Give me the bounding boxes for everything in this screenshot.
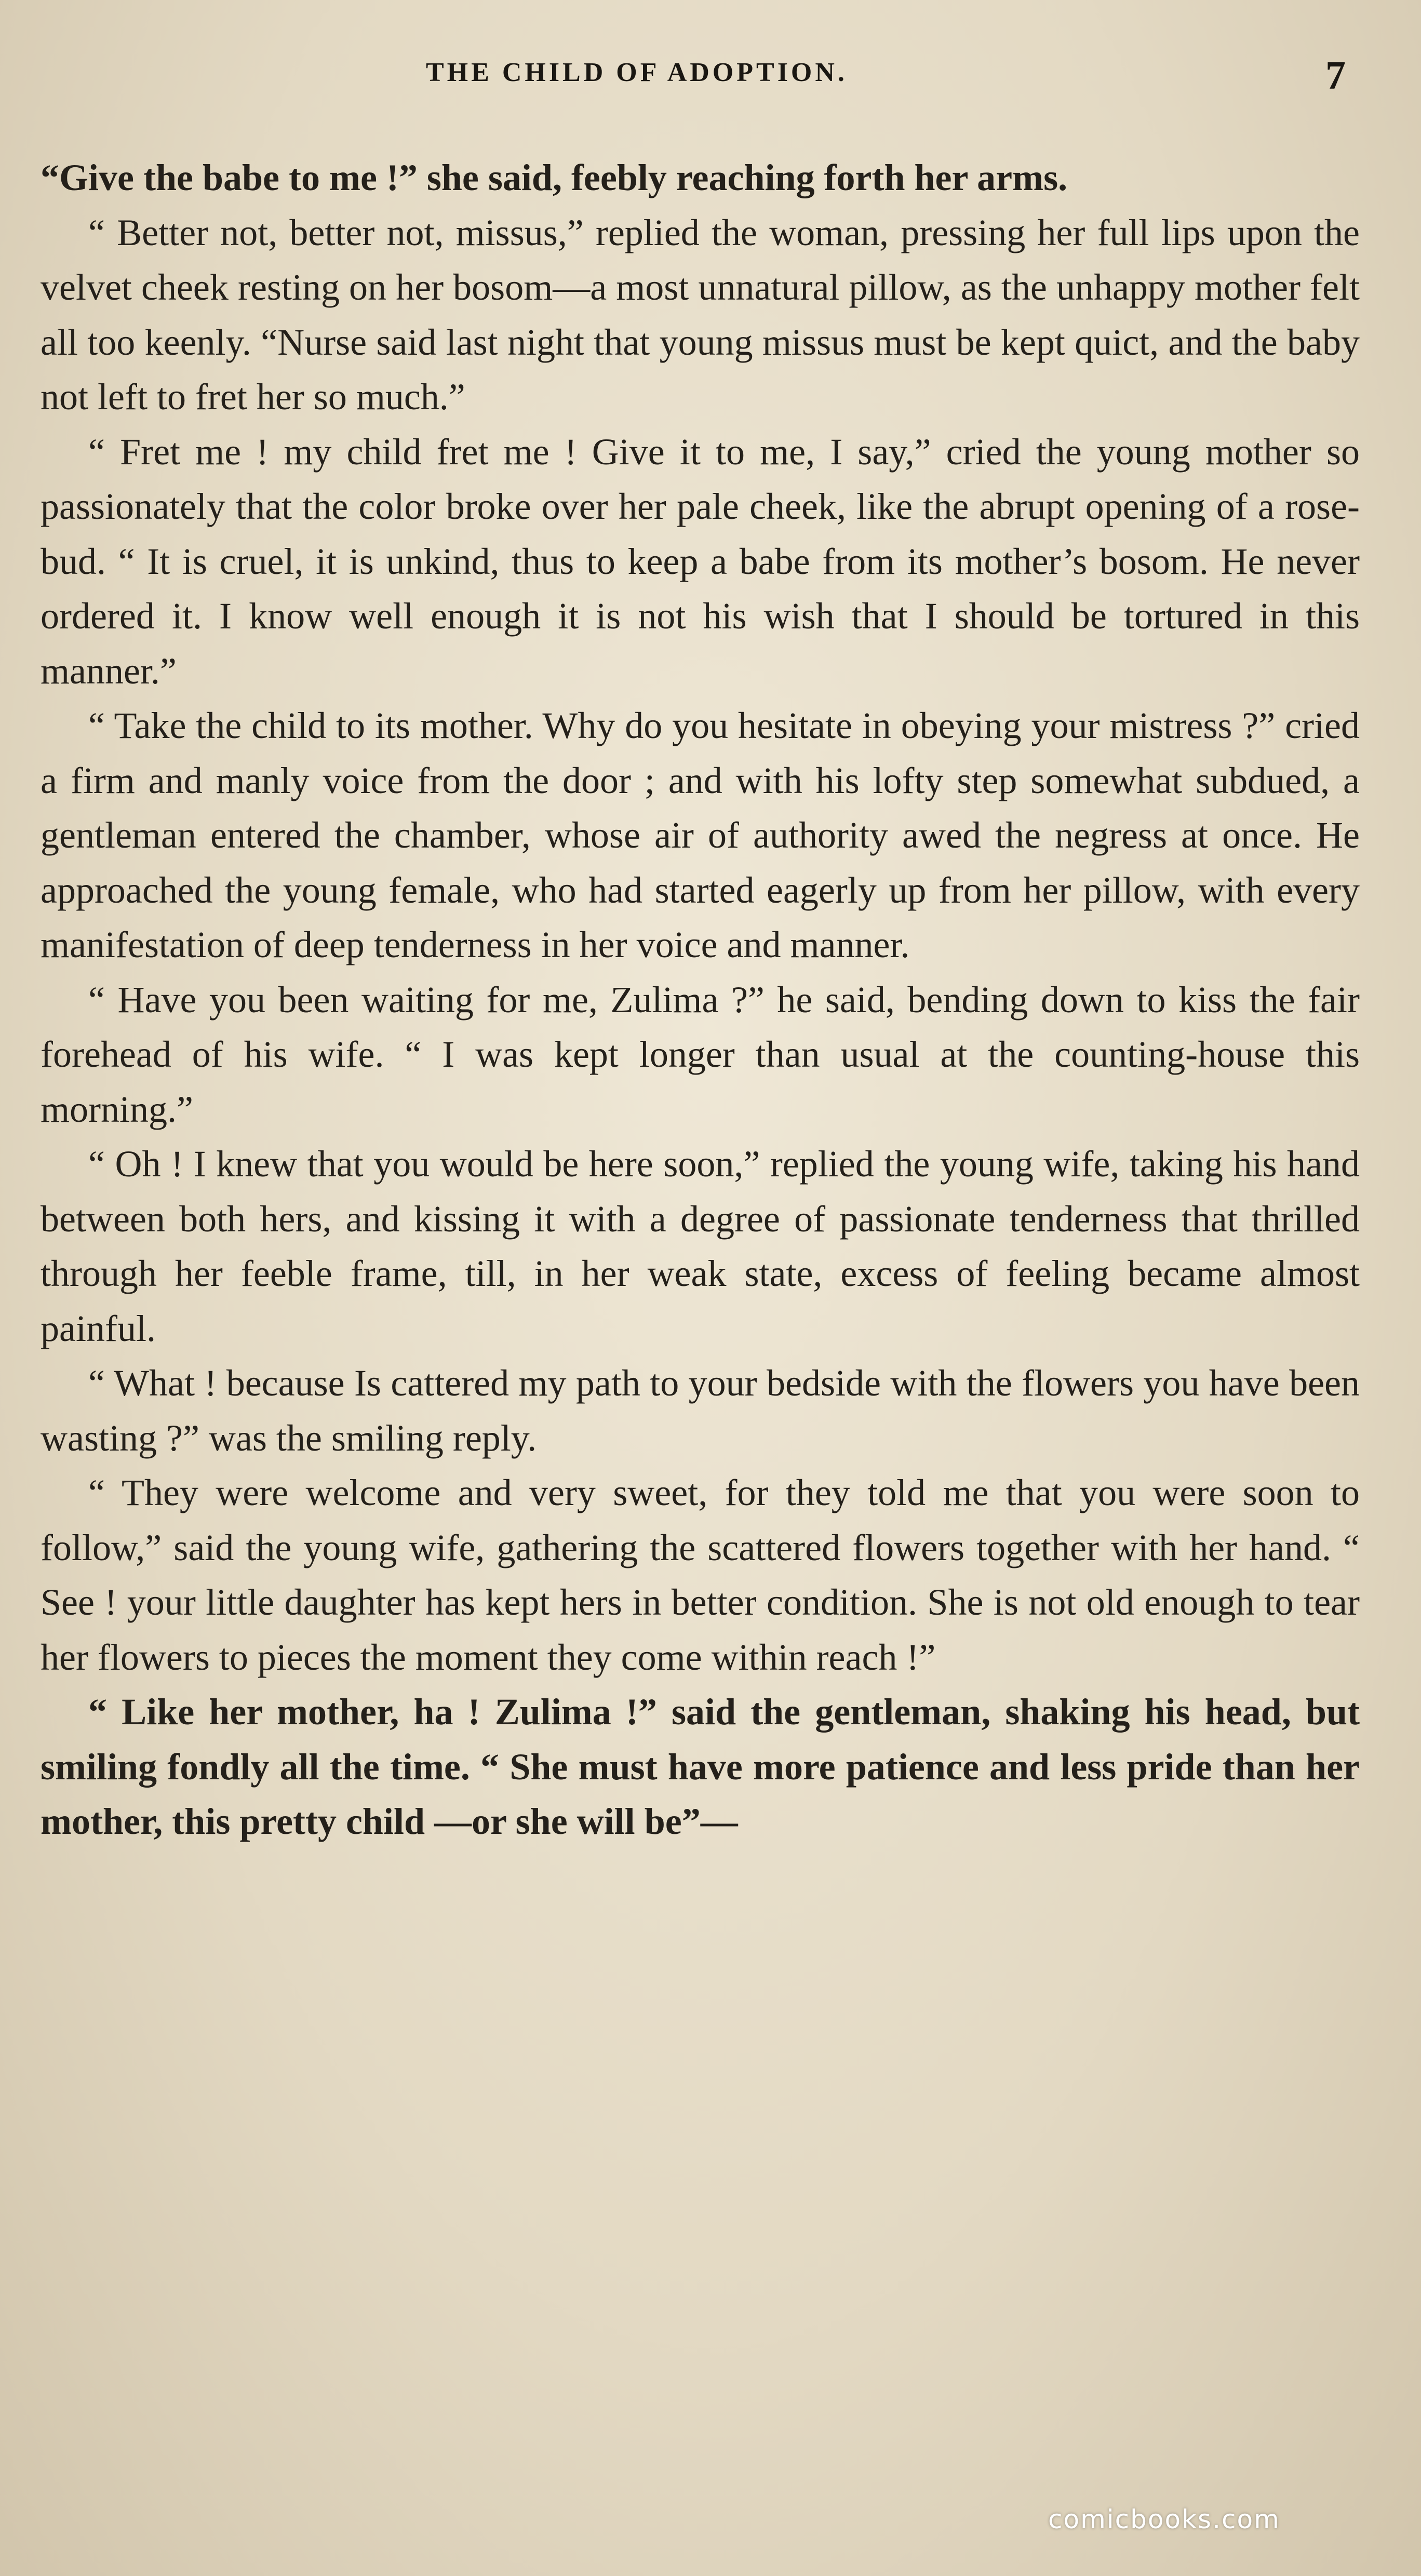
body-text	[41, 151, 1360, 1849]
running-title: THE CHILD OF ADOPTION.	[426, 58, 848, 87]
paragraph-7: “ What ! because Is cattered my path to your bedside with the flowers you have been wasting ?” was the smiling reply.	[41, 1362, 1360, 1459]
page-number: 7	[1325, 52, 1346, 98]
paragraph-9: “ Like her mother, ha ! Zulima !” said the gentleman, shaking his head, but smiling fondly all the time. “ She must have more patience and less pride than her mother, this pretty child —or she will be”—	[41, 1691, 1360, 1842]
paragraph-1: “Give the babe to me !” she said, feebly reaching forth her arms.	[41, 157, 1068, 198]
paragraph-2: “ Better not, better not, missus,” replied the woman, pressing her full lips upon the velvet cheek resting on her bosom—a most unnatural pillow, as the unhappy mother felt all too keenly. “Nurse said last night that young missus must be kept quict, and the baby not left to fret her so much.”	[41, 211, 1360, 418]
paragraph-5: “ Have you been waiting for me, Zulima ?” he said, bending down to kiss the fair forehead of his wife. “ I was kept longer than usual at the counting-house this morning.”	[41, 978, 1360, 1130]
paragraph-4: “ Take the child to its mother. Why do you hesitate in obeying your mistress ?” cried a firm and manly voice from the door ; and with his lofty step somewhat subdued, a gentleman entered the chamber, whose air of authority awed the negress at once. He approached the young female, who had started eagerly up from her pillow, with every manifestation of deep tenderness in her voice and manner.	[41, 705, 1360, 965]
paragraph-3: “ Fret me ! my child fret me ! Give it to me, I say,” cried the young mother so passionately that the color broke over her pale cheek, like the abrupt opening of a rose-bud. “ It is cruel, it is unkind, thus to keep a babe from its mother’s bosom. He never ordered it. I know well enough it is not his wish that I should be tortured in this manner.”	[41, 431, 1360, 692]
watermark: comicbooks.com	[1048, 2504, 1280, 2534]
page-header	[0, 52, 1421, 104]
paragraph-8: “ They were welcome and very sweet, for they told me that you were soon to follow,” said the young wife, gathering the scattered flowers together with her hand. “ See ! your little daughter has kept hers in better condition. She is not old enough to tear her flowers to pieces the moment they come within reach !”	[41, 1472, 1360, 1678]
paragraph-6: “ Oh ! I knew that you would be here soon,” replied the young wife, taking his hand between both hers, and kissing it with a degree of passionate tenderness that thrilled through her feeble frame, till, in her weak state, excess of feeling became almost painful.	[41, 1143, 1360, 1349]
